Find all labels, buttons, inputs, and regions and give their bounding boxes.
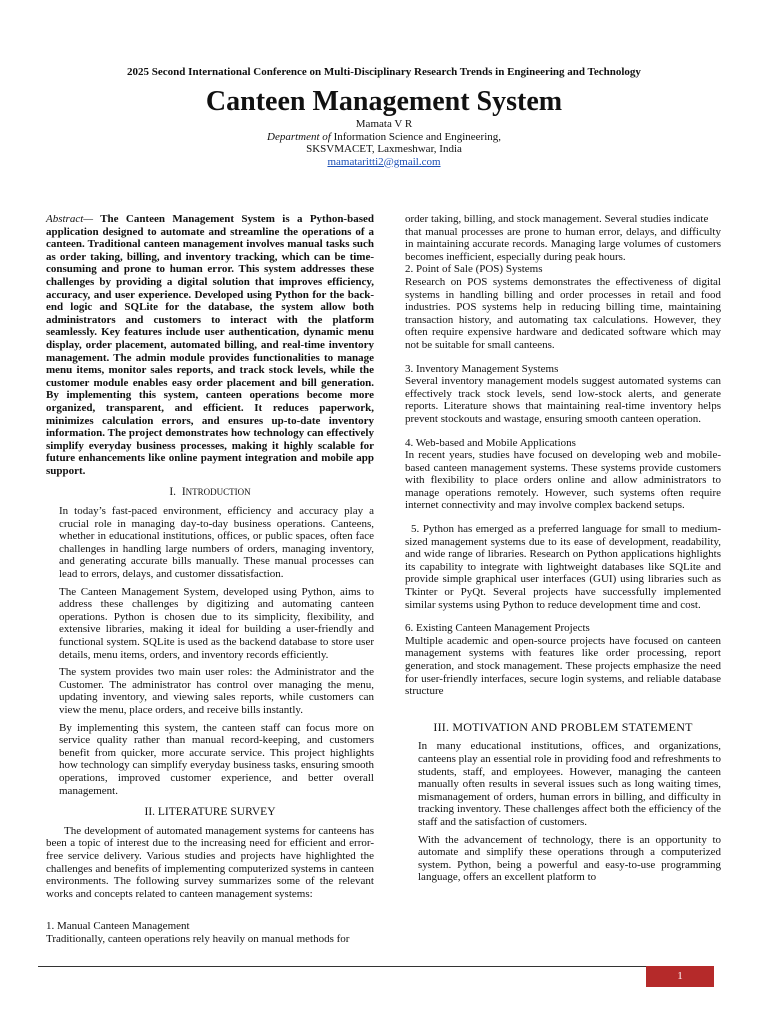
abstract-text: The Canteen Management System is a Python-based application designed to automate and streamline the operations of a canteen. Traditional canteen management involves manual tasks such as order taking, billing, and inventory tracking, which can be time-consuming and prone to human error. This system addresses these challenges by providing a digital solution that improves efficiency, accuracy, and user experience. Developed using Python for the back-end logic and SQLite for the database, the system allow both administrators and customers to interact with the platform seamlessly. Key features include user authentication, dynamic menu display, order placement, automated billing, and real-time inventory management. The admin module provides functionalities to manage menu items, monitor sales reports, and track stock levels, while the customer module enables easy order placement and bill generation. By implementing this system, canteen operations become more organized, transparent, and efficient. It reduces paperwork, minimizes calculation errors, and ensures up-to-date inventory information. The project demonstrates how technology can effectively simplify everyday business processes, making it highly scalable for future enhancements like online payment integration and mobile app support. [46, 213, 374, 477]
page-number-badge: 1 [646, 966, 714, 987]
literature-text-6: Multiple academic and open-source projects have focused on canteen management systems with features like order processing, report generation, and stock management. These projects emphasize the need for user-friendly interfaces, secure login systems, and reliable database structure [405, 634, 721, 698]
literature-subhead-4: 4. Web-based and Mobile Applications [405, 436, 576, 449]
section-heading-motivation: III. MOTIVATION AND PROBLEM STATEMENT [433, 719, 693, 734]
abstract [46, 213, 374, 477]
literature-text-1-cont: order taking, billing, and stock management. Several studies indicate [405, 213, 709, 225]
section-heading-literature: II. LITERATURE SURVEY [144, 806, 276, 819]
left-column [46, 213, 374, 945]
literature-text-1: Traditionally, canteen operations rely heavily on manual methods for [46, 932, 350, 945]
author-department [0, 131, 768, 144]
paper-title: Canteen Management System [205, 86, 563, 117]
author-name: Mamata V R [355, 118, 413, 130]
literature-subhead-3: 3. Inventory Management Systems [405, 362, 559, 375]
intro-paragraph: In today’s fast-paced environment, efficiency and accuracy play a crucial role in managing day-to-day business operations. Canteens, whether in educational institutions, offices, or public spaces, often face challenges in handling large numbers of orders, managing inventory, and generating accurate bills manually. These manual processes can lead to errors, delays, and customer dissatisfaction. [59, 505, 374, 581]
department-prefix: Department of [267, 130, 331, 143]
motivation-paragraph: In many educational institutions, offices, and organizations, canteens play an essential role in providing food and refreshments to students, staff, and employees. However, managing the canteen manually often results in several issues such as long waiting times, mismanagement of orders, human errors in billing, and difficulty in tracking inventory. These challenges affect both the efficiency of the staff and the satisfaction of customers. [418, 740, 721, 828]
department-name: Information Science and Engineering, [330, 130, 501, 143]
literature-text-3: Several inventory management models suggest automated systems can effectively track stock levels, send low-stock alerts, and generate reports. Literature shows that maintaining real-time inventory helps prevent stockouts and wastage, ensuring smooth canteen operation. [405, 375, 721, 425]
author-block [0, 118, 768, 168]
intro-paragraph: By implementing this system, the canteen staff can focus more on service quality rather than manual record-keeping, and customers benefit from quicker, more accurate service. This project highlights how technology can simplify everyday business tasks, ensuring smooth operations, improved customer experience, and better overall management. [59, 721, 374, 797]
intro-paragraph: The system provides two main user roles: the Administrator and the Customer. The administrator has control over managing the menu, updating inventory, and viewing sales reports, while customers can view the menu, place orders, and receive bills instantly. [59, 666, 374, 716]
literature-text-2: Research on POS systems demonstrates the effectiveness of digital systems in handling billing and order processes in retail and food industries. POS systems help in reducing billing time, maintaining transaction history, and automating tax calculations. However, they often require expensive hardware and dedicated software which may not be suitable for small canteens. [405, 275, 721, 351]
intro-heading-number: I. [169, 486, 177, 499]
section-heading-introduction [46, 486, 374, 499]
literature-text-4: In recent years, studies have focused on developing web and mobile-based canteen management systems. These systems provide customers with flexibility to place orders online and allow administrators to manage operations remotely. However, such systems often require internet connectivity and may involve complex backend setups. [405, 449, 721, 512]
literature-subhead-6: 6. Existing Canteen Management Projects [405, 622, 590, 635]
right-column [405, 213, 721, 884]
literature-subhead-2: 2. Point of Sale (POS) Systems [405, 263, 543, 276]
literature-text-5: 5. Python has emerged as a preferred language for small to medium-sized management systems due to its ease of development, readability, and wide range of libraries. Research on Python applications highlights its capability to integrate with lightweight databases like SQLite and provide simple graphical user interfaces (GUI) using libraries such as Tkinter or PyQt. Several projects have successfully implemented similar systems using Python to reduce development time and cost. [405, 523, 721, 611]
literature-text-1-cont2: that manual processes are prone to human error, delays, and difficulty in maintaining accurate records. Managing large volumes of customers becomes inefficient, especially during peak hours. [405, 225, 721, 263]
author-institution: SKSVMACET, Laxmeshwar, India [306, 143, 462, 155]
author-email-link[interactable]: mamataritti2@gmail.com [327, 155, 441, 168]
motivation-paragraph: With the advancement of technology, there is an opportunity to automate and simplify these operations through a computerized system. Python, being a powerful and easy-to-use programming language, offers an excellent platform to [418, 833, 721, 884]
footer-rule [38, 966, 714, 967]
abstract-lead: Abstract— [46, 213, 94, 225]
intro-paragraph: The Canteen Management System, developed using Python, aims to address these challenges by digitizing and automating canteen operations. Python is chosen due to its simplicity, flexibility, and extensive libraries, making it ideal for building a user-friendly and functional system. SQLite is used as the backend database to store user details, menu items, orders, and inventory records efficiently. [59, 585, 374, 661]
literature-intro: The development of automated management systems for canteens has been a topic of interest due to the increasing need for efficient and error-free service delivery. Various studies and projects have highlighted the challenges and benefits of implementing computerized systems in canteen environments. The following survey summarizes some of the relevant works and concepts related to canteen management systems: [46, 824, 374, 900]
intro-heading-rest: NTRODUCTION [185, 487, 251, 498]
intro-heading-first-letter: I [181, 486, 186, 499]
conference-name: 2025 Second International Conference on Multi-Disciplinary Research Trends in Engineering and Technology [127, 66, 641, 78]
literature-subhead-1: 1. Manual Canteen Management [46, 920, 190, 933]
